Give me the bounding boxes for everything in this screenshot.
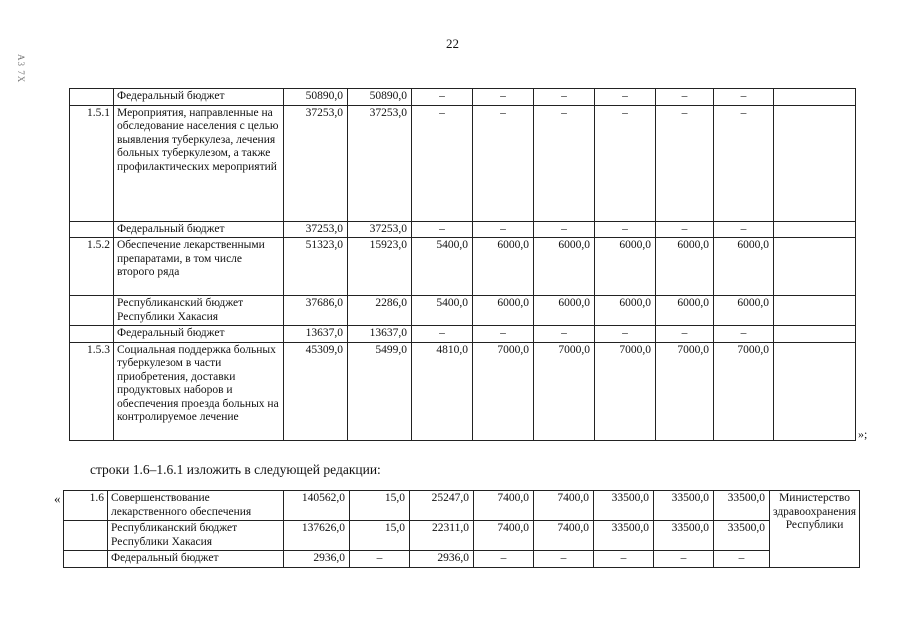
value-cell: 51323,0: [284, 238, 348, 296]
value-cell: 6000,0: [656, 238, 714, 296]
table-row: [70, 221, 856, 238]
value-cell: 15923,0: [348, 238, 412, 296]
value-cell: –: [412, 89, 473, 106]
row-code: 1.5.1: [70, 105, 114, 221]
value-cell: –: [473, 221, 534, 238]
value-cell: 25247,0: [410, 491, 474, 521]
value-cell: 5400,0: [412, 238, 473, 296]
table-row: [70, 89, 856, 106]
value-cell: 7000,0: [714, 342, 774, 440]
note-cell: [774, 326, 856, 343]
table-row: [64, 551, 860, 568]
value-cell: 33500,0: [654, 521, 714, 551]
note-cell: [774, 238, 856, 296]
row-name: Социальная поддержка больных туберкулезом в части приобретения, доставки продуктовых наборов и обеспечения проезда больных на контролируемое лечение: [114, 342, 284, 440]
value-cell: –: [412, 326, 473, 343]
value-cell: 15,0: [350, 521, 410, 551]
value-cell: –: [534, 551, 594, 568]
value-cell: 6000,0: [534, 238, 595, 296]
value-cell: –: [656, 105, 714, 221]
note-cell: [774, 296, 856, 326]
row-code: [70, 296, 114, 326]
value-cell: 50890,0: [284, 89, 348, 106]
value-cell: –: [714, 551, 770, 568]
value-cell: 7000,0: [473, 342, 534, 440]
row-name: Федеральный бюджет: [114, 221, 284, 238]
row-name: Республиканский бюджет Республики Хакасия: [114, 296, 284, 326]
value-cell: 7400,0: [474, 491, 534, 521]
value-cell: 37253,0: [284, 221, 348, 238]
value-cell: 5499,0: [348, 342, 412, 440]
value-cell: –: [534, 89, 595, 106]
value-cell: 13637,0: [284, 326, 348, 343]
value-cell: –: [654, 551, 714, 568]
value-cell: 37686,0: [284, 296, 348, 326]
value-cell: 140562,0: [284, 491, 350, 521]
value-cell: –: [534, 105, 595, 221]
amendment-paragraph: строки 1.6–1.6.1 изложить в следующей редакции:: [90, 462, 381, 477]
value-cell: 6000,0: [473, 238, 534, 296]
row-name: Республиканский бюджет Республики Хакасия: [108, 521, 284, 551]
row-name: Мероприятия, направленные на обследование населения с целью выявления туберкулеза, лечения больных туберкулезом, а также профилактических мероприятий: [114, 105, 284, 221]
value-cell: 6000,0: [656, 296, 714, 326]
table-row: [70, 342, 856, 440]
value-cell: 4810,0: [412, 342, 473, 440]
row-code: 1.5.3: [70, 342, 114, 440]
value-cell: 7000,0: [595, 342, 656, 440]
note-cell: [774, 221, 856, 238]
table-row: [70, 296, 856, 326]
value-cell: 7400,0: [474, 521, 534, 551]
value-cell: 50890,0: [348, 89, 412, 106]
value-cell: 33500,0: [594, 521, 654, 551]
value-cell: 7400,0: [534, 491, 594, 521]
row-name: Обеспечение лекарственными препаратами, в том числе второго ряда: [114, 238, 284, 296]
value-cell: 2936,0: [284, 551, 350, 568]
row-code: [64, 551, 108, 568]
value-cell: 37253,0: [348, 105, 412, 221]
note-cell: [774, 342, 856, 440]
value-cell: –: [594, 551, 654, 568]
value-cell: 15,0: [350, 491, 410, 521]
value-cell: –: [473, 89, 534, 106]
value-cell: –: [595, 326, 656, 343]
row-name: Федеральный бюджет: [114, 89, 284, 106]
note-cell: [774, 105, 856, 221]
opening-quote: «: [54, 491, 61, 506]
value-cell: –: [595, 89, 656, 106]
value-cell: 2936,0: [410, 551, 474, 568]
value-cell: 6000,0: [595, 238, 656, 296]
row-name: Федеральный бюджет: [114, 326, 284, 343]
table-row: [70, 105, 856, 221]
value-cell: –: [412, 221, 473, 238]
table-row: [70, 326, 856, 343]
row-code: 1.5.2: [70, 238, 114, 296]
table-row: [64, 521, 860, 551]
table-row: [64, 491, 860, 521]
value-cell: –: [350, 551, 410, 568]
value-cell: –: [714, 105, 774, 221]
value-cell: 6000,0: [714, 238, 774, 296]
value-cell: –: [656, 326, 714, 343]
value-cell: 7000,0: [534, 342, 595, 440]
value-cell: 6000,0: [534, 296, 595, 326]
value-cell: 37253,0: [284, 105, 348, 221]
value-cell: –: [534, 326, 595, 343]
value-cell: –: [534, 221, 595, 238]
value-cell: –: [714, 326, 774, 343]
budget-table-1-6: [63, 490, 860, 568]
value-cell: –: [412, 105, 473, 221]
value-cell: –: [473, 105, 534, 221]
value-cell: 33500,0: [714, 491, 770, 521]
value-cell: 33500,0: [654, 491, 714, 521]
value-cell: –: [656, 89, 714, 106]
row-name: Совершенствование лекарственного обеспечения: [108, 491, 284, 521]
row-code: [70, 221, 114, 238]
table-row: [70, 238, 856, 296]
page-number: 22: [446, 36, 459, 51]
value-cell: 6000,0: [595, 296, 656, 326]
row-name: Федеральный бюджет: [108, 551, 284, 568]
value-cell: 45309,0: [284, 342, 348, 440]
value-cell: 33500,0: [714, 521, 770, 551]
row-code: [70, 326, 114, 343]
value-cell: –: [656, 221, 714, 238]
row-code: 1.6: [64, 491, 108, 521]
note-cell: [774, 89, 856, 106]
value-cell: 5400,0: [412, 296, 473, 326]
row-code: [64, 521, 108, 551]
margin-mark: А3 7Х: [16, 54, 26, 84]
value-cell: 33500,0: [594, 491, 654, 521]
closing-quote: »;: [858, 427, 868, 441]
budget-table-1-5: [69, 88, 856, 441]
value-cell: 6000,0: [473, 296, 534, 326]
value-cell: 7400,0: [534, 521, 594, 551]
value-cell: –: [473, 326, 534, 343]
value-cell: 137626,0: [284, 521, 350, 551]
value-cell: –: [474, 551, 534, 568]
value-cell: –: [714, 221, 774, 238]
responsible-ministry: Министерство здравоохранения Республики: [770, 491, 860, 568]
value-cell: 13637,0: [348, 326, 412, 343]
value-cell: 22311,0: [410, 521, 474, 551]
value-cell: 2286,0: [348, 296, 412, 326]
value-cell: –: [595, 221, 656, 238]
value-cell: –: [714, 89, 774, 106]
value-cell: 37253,0: [348, 221, 412, 238]
row-code: [70, 89, 114, 106]
value-cell: 6000,0: [714, 296, 774, 326]
value-cell: 7000,0: [656, 342, 714, 440]
value-cell: –: [595, 105, 656, 221]
